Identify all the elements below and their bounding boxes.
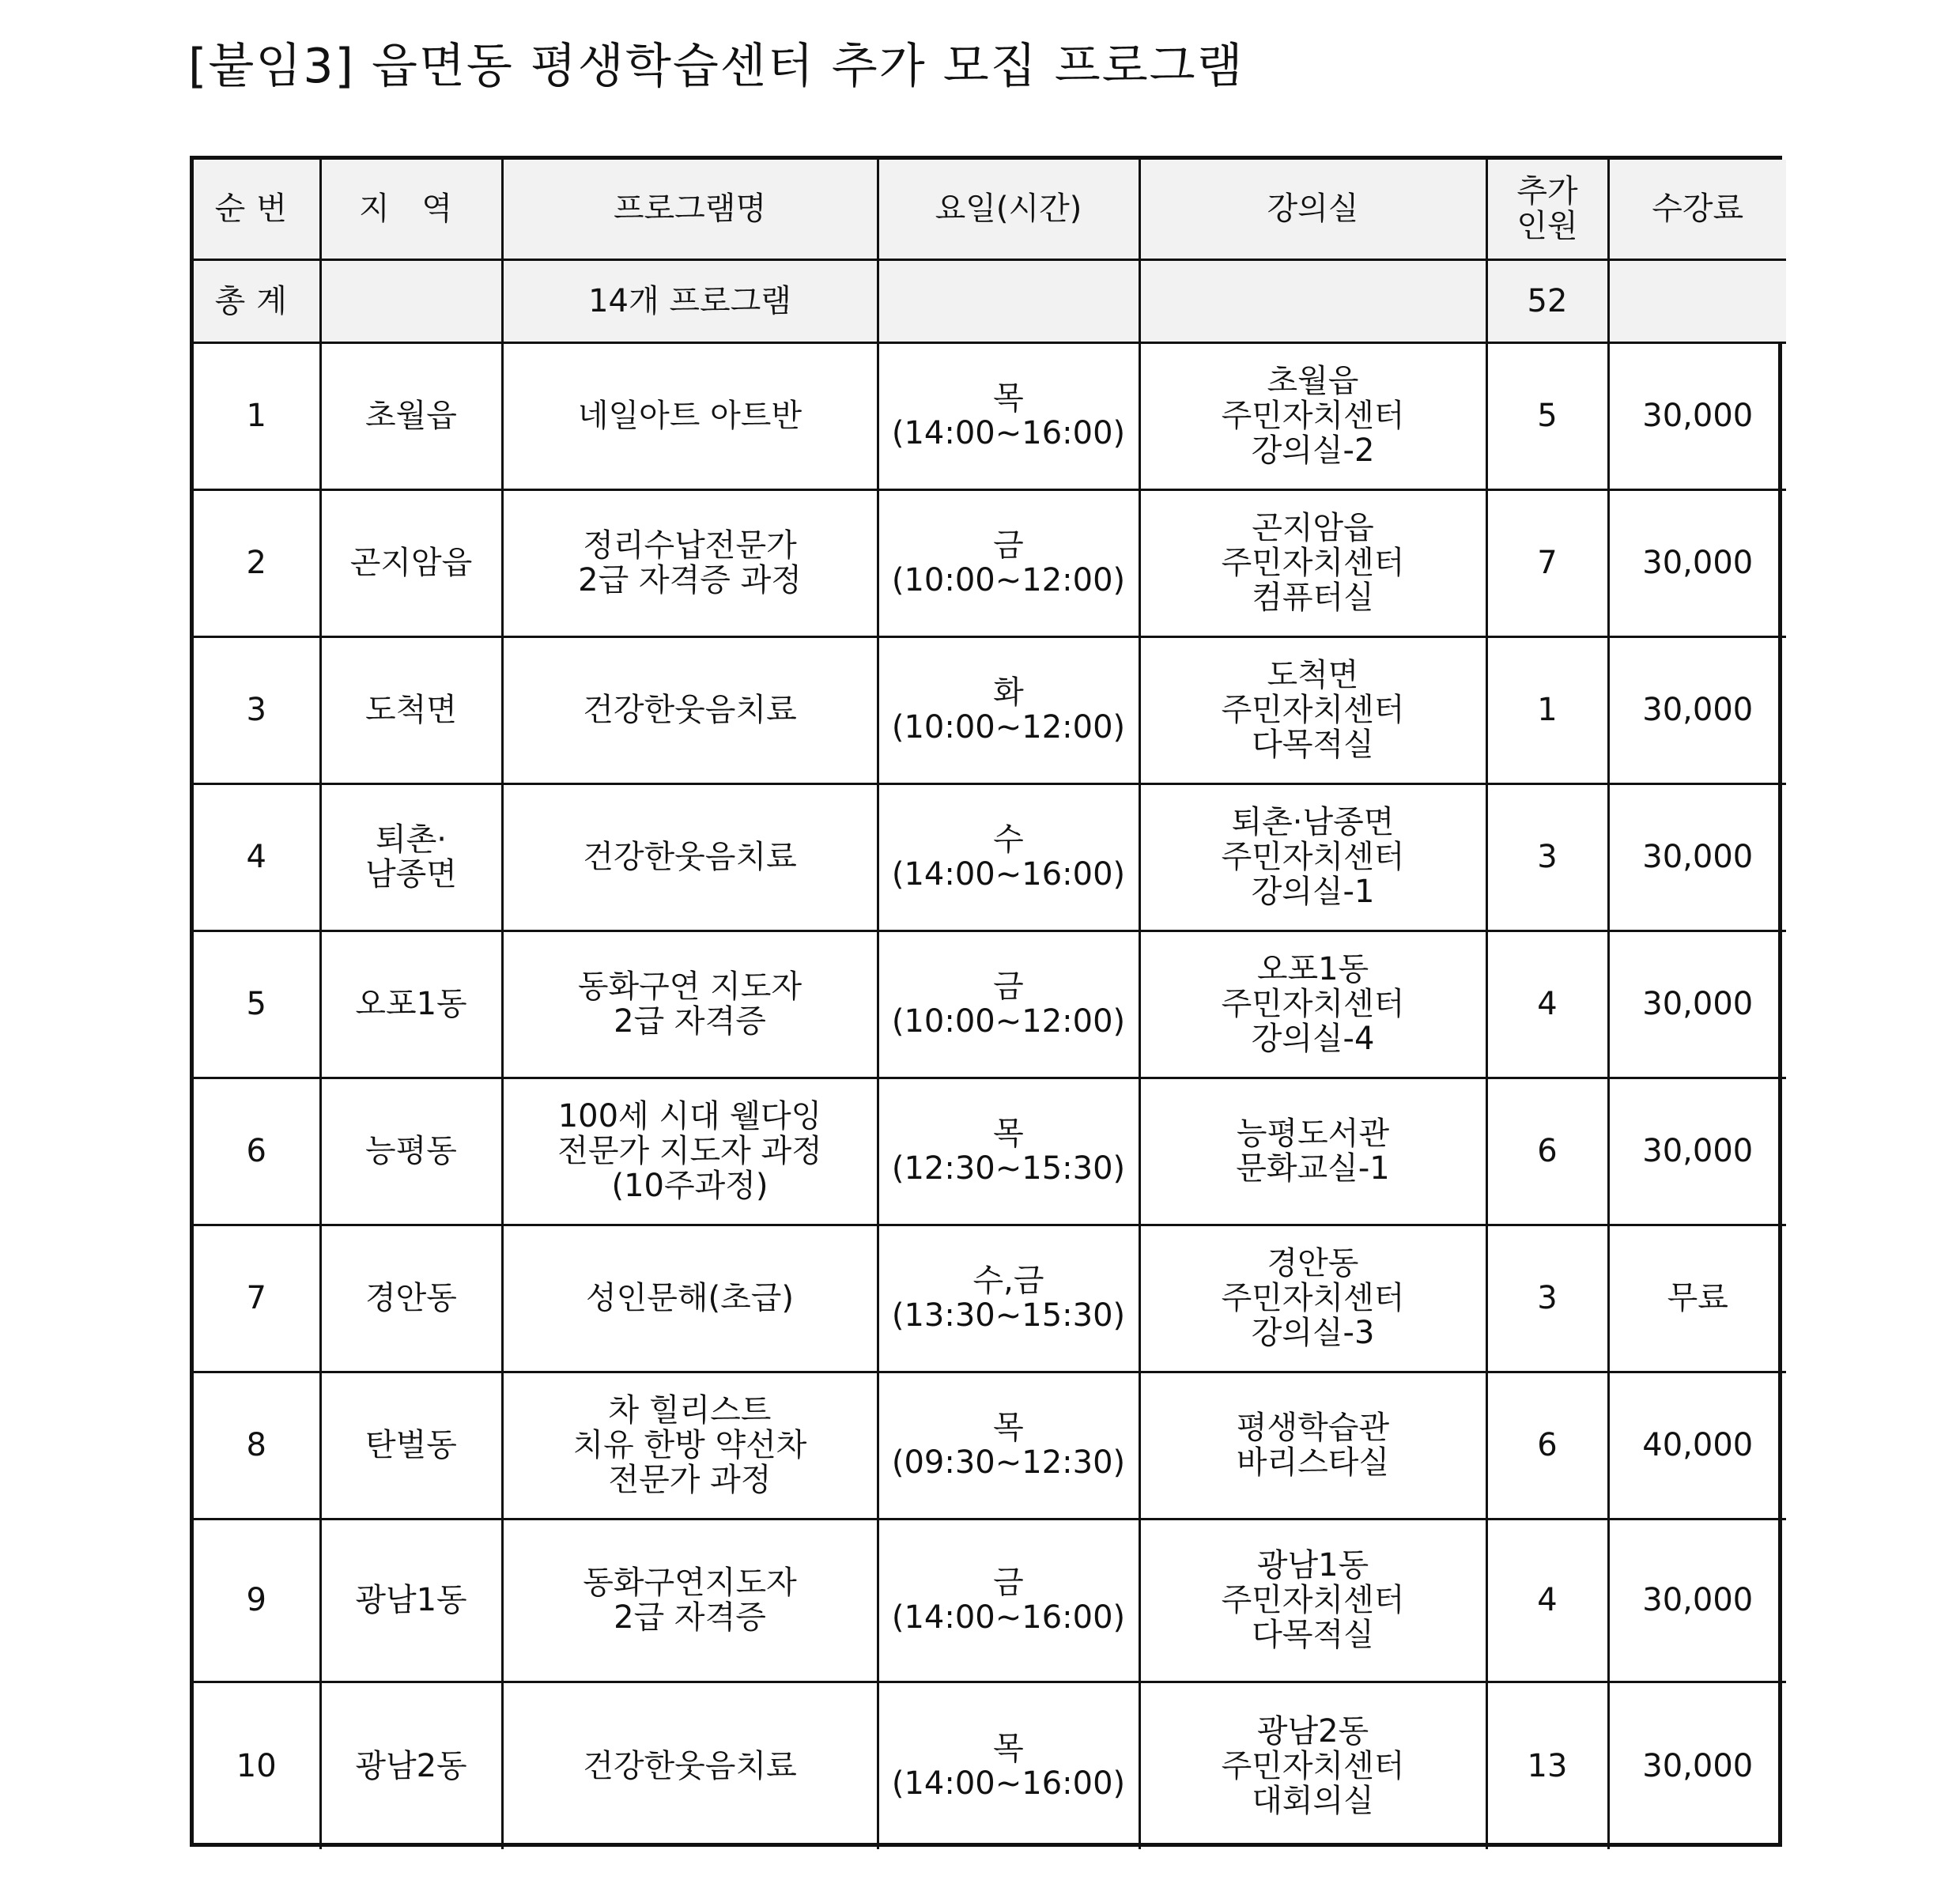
row-schedule: 목 (14:00~16:00) <box>878 342 1139 489</box>
row-fee: 30,000 <box>1608 931 1786 1078</box>
row-count: 13 <box>1486 1682 1608 1849</box>
row-schedule: 수,금 (13:30~15:30) <box>878 1225 1139 1372</box>
row-no: 5 <box>194 931 320 1078</box>
row-room: 초월읍 주민자치센터 강의실-2 <box>1139 342 1486 489</box>
row-schedule: 수 (14:00~16:00) <box>878 783 1139 931</box>
row-fee: 30,000 <box>1608 1682 1786 1849</box>
row-room: 평생학습관 바리스타실 <box>1139 1372 1486 1519</box>
row-fee: 30,000 <box>1608 342 1786 489</box>
table-row <box>194 1519 1786 1682</box>
row-fee: 40,000 <box>1608 1372 1786 1519</box>
row-program: 건강한웃음치료 <box>502 783 878 931</box>
row-no: 6 <box>194 1078 320 1225</box>
row-schedule: 금 (10:00~12:00) <box>878 489 1139 636</box>
header-row <box>194 160 1786 259</box>
table-row <box>194 783 1786 931</box>
row-fee: 30,000 <box>1608 1078 1786 1225</box>
row-no: 2 <box>194 489 320 636</box>
row-region: 곤지암읍 <box>320 489 502 636</box>
row-no: 7 <box>194 1225 320 1372</box>
document-title: [붙임3] 읍면동 평생학습센터 추가 모집 프로그램 <box>188 39 1244 94</box>
total-room <box>1139 259 1486 342</box>
row-schedule: 목 (14:00~16:00) <box>878 1682 1139 1849</box>
row-region: 경안동 <box>320 1225 502 1372</box>
row-room: 능평도서관 문화교실-1 <box>1139 1078 1486 1225</box>
row-room: 경안동 주민자치센터 강의실-3 <box>1139 1225 1486 1372</box>
row-count: 7 <box>1486 489 1608 636</box>
header-schedule: 요일(시간) <box>878 160 1139 259</box>
row-fee: 30,000 <box>1608 783 1786 931</box>
row-room: 광남2동 주민자치센터 대회의실 <box>1139 1682 1486 1849</box>
header-count: 추가 인원 <box>1486 160 1608 259</box>
row-schedule: 목 (12:30~15:30) <box>878 1078 1139 1225</box>
row-schedule: 목 (09:30~12:30) <box>878 1372 1139 1519</box>
row-count: 3 <box>1486 1225 1608 1372</box>
row-program: 100세 시대 웰다잉 전문가 지도자 과정 (10주과정) <box>502 1078 878 1225</box>
row-no: 8 <box>194 1372 320 1519</box>
row-no: 9 <box>194 1519 320 1682</box>
row-count: 6 <box>1486 1078 1608 1225</box>
table-row <box>194 1078 1786 1225</box>
row-no: 4 <box>194 783 320 931</box>
row-program: 차 힐리스트 치유 한방 약선차 전문가 과정 <box>502 1372 878 1519</box>
row-room: 퇴촌·남종면 주민자치센터 강의실-1 <box>1139 783 1486 931</box>
row-program: 성인문해(초급) <box>502 1225 878 1372</box>
table-row <box>194 1225 1786 1372</box>
header-no: 순번 <box>194 160 320 259</box>
row-count: 4 <box>1486 1519 1608 1682</box>
total-schedule <box>878 259 1139 342</box>
total-program: 14개 프로그램 <box>502 259 878 342</box>
header-fee: 수강료 <box>1608 160 1786 259</box>
row-no: 1 <box>194 342 320 489</box>
row-no: 10 <box>194 1682 320 1849</box>
row-region: 초월읍 <box>320 342 502 489</box>
row-count: 5 <box>1486 342 1608 489</box>
program-table <box>194 160 1786 1849</box>
row-schedule: 금 (10:00~12:00) <box>878 931 1139 1078</box>
row-fee: 30,000 <box>1608 1519 1786 1682</box>
row-fee: 30,000 <box>1608 489 1786 636</box>
row-count: 1 <box>1486 636 1608 783</box>
row-schedule: 화 (10:00~12:00) <box>878 636 1139 783</box>
table-row <box>194 636 1786 783</box>
row-program: 건강한웃음치료 <box>502 1682 878 1849</box>
table-row <box>194 1372 1786 1519</box>
row-region: 광남1동 <box>320 1519 502 1682</box>
row-region: 능평동 <box>320 1078 502 1225</box>
row-program: 정리수납전문가 2급 자격증 과정 <box>502 489 878 636</box>
row-program: 네일아트 아트반 <box>502 342 878 489</box>
row-count: 6 <box>1486 1372 1608 1519</box>
row-room: 오포1동 주민자치센터 강의실-4 <box>1139 931 1486 1078</box>
total-count: 52 <box>1486 259 1608 342</box>
row-count: 3 <box>1486 783 1608 931</box>
row-region: 도척면 <box>320 636 502 783</box>
row-count: 4 <box>1486 931 1608 1078</box>
header-region: 지 역 <box>320 160 502 259</box>
row-region: 오포1동 <box>320 931 502 1078</box>
row-room: 곤지암읍 주민자치센터 컴퓨터실 <box>1139 489 1486 636</box>
total-row <box>194 259 1786 342</box>
row-program: 건강한웃음치료 <box>502 636 878 783</box>
table-row <box>194 489 1786 636</box>
row-region: 퇴촌· 남종면 <box>320 783 502 931</box>
total-label: 총계 <box>194 259 320 342</box>
row-schedule: 금 (14:00~16:00) <box>878 1519 1139 1682</box>
table-row <box>194 342 1786 489</box>
header-room: 강의실 <box>1139 160 1486 259</box>
row-room: 도척면 주민자치센터 다목적실 <box>1139 636 1486 783</box>
row-room: 광남1동 주민자치센터 다목적실 <box>1139 1519 1486 1682</box>
row-fee: 무료 <box>1608 1225 1786 1372</box>
row-region: 광남2동 <box>320 1682 502 1849</box>
row-region: 탄벌동 <box>320 1372 502 1519</box>
program-table-frame <box>190 156 1782 1847</box>
table-row <box>194 931 1786 1078</box>
row-no: 3 <box>194 636 320 783</box>
header-program: 프로그램명 <box>502 160 878 259</box>
table-row <box>194 1682 1786 1849</box>
total-region <box>320 259 502 342</box>
total-fee <box>1608 259 1786 342</box>
row-program: 동화구연지도자 2급 자격증 <box>502 1519 878 1682</box>
row-program: 동화구연 지도자 2급 자격증 <box>502 931 878 1078</box>
row-fee: 30,000 <box>1608 636 1786 783</box>
